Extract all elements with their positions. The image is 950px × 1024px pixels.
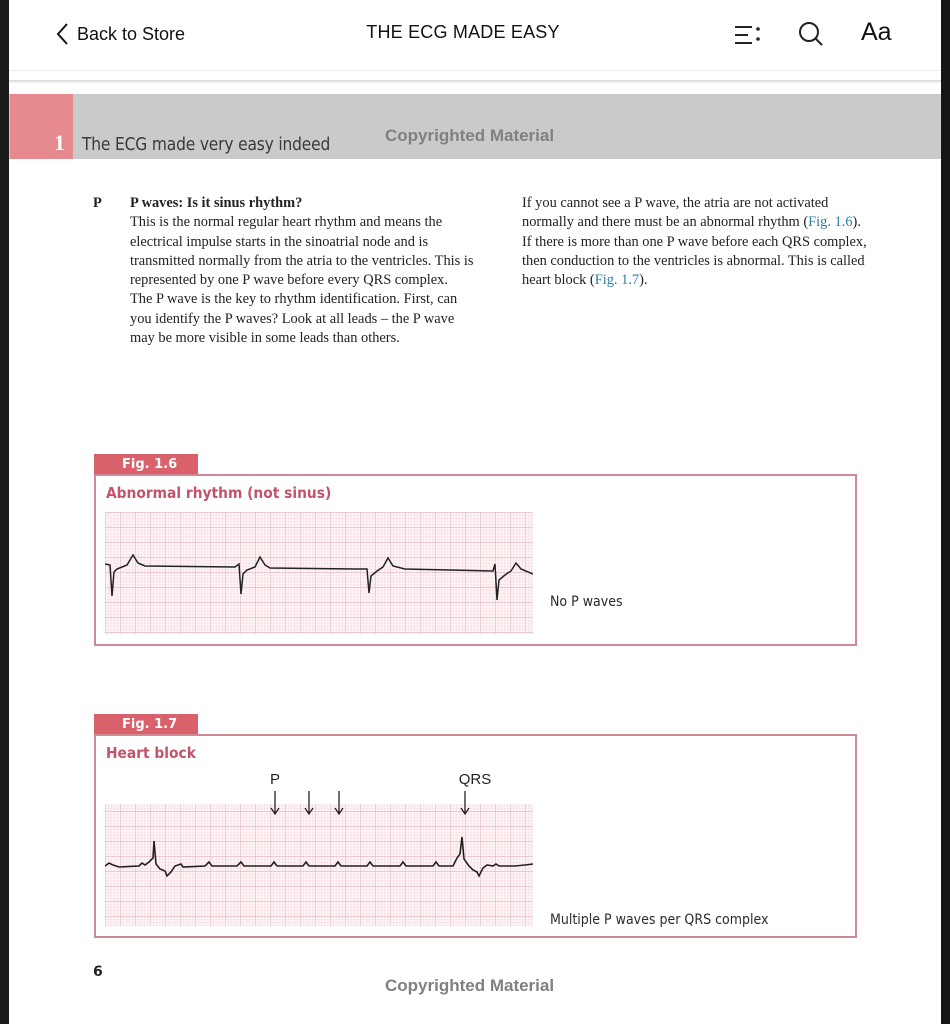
- ecg-strip-no-p-waves: [105, 512, 533, 634]
- figure-caption: No P waves: [550, 594, 623, 610]
- figure-1-7: [94, 714, 857, 940]
- text: ).: [852, 214, 861, 231]
- fig-1-6-link[interactable]: Fig. 1.6: [808, 214, 853, 231]
- background-window-edge: [941, 0, 950, 1024]
- toolbar-divider: [9, 80, 941, 83]
- figure-box: [94, 734, 857, 938]
- left-window-edge: [0, 0, 9, 1024]
- paragraph: [522, 194, 867, 233]
- text: If you cannot see a P wave, the atria are not activated normally and there must be an abnormal rhythm (: [522, 195, 829, 231]
- left-text-column: [130, 194, 475, 348]
- fig-1-7-link[interactable]: Fig. 1.7: [594, 272, 640, 289]
- figure-title: Heart block: [106, 744, 196, 762]
- figure-caption: Multiple P waves per QRS complex: [550, 912, 769, 928]
- qrs-annotation: QRS: [458, 771, 492, 788]
- paragraph: [522, 233, 867, 291]
- chapter-number: 1: [54, 130, 65, 155]
- figure-title: Abnormal rhythm (not sinus): [106, 484, 332, 502]
- back-to-store-label: Back to Store: [77, 23, 186, 44]
- copyright-watermark-top: Copyrighted Material: [385, 126, 555, 145]
- book-page: [9, 86, 941, 1024]
- text: If there is more than one P wave before each QRS complex, then conduction to the ventricles is abnormal. This is called heart block (: [522, 233, 867, 289]
- figure-tab: Fig. 1.6: [94, 454, 198, 475]
- figure-box: [94, 474, 857, 646]
- chapter-title: The ECG made very easy indeed: [82, 134, 331, 155]
- book-title: THE ECG MADE EASY: [366, 22, 560, 42]
- figure-tab: Fig. 1.7: [94, 714, 198, 735]
- paragraph: This is the normal regular heart rhythm and means the electrical impulse starts in the sinoatrial node and is transmitted normally from the atria to the ventricles. This is represented by one P wave before every QRS complex.: [130, 214, 474, 289]
- section-heading: P waves: Is it sinus rhythm?: [130, 195, 303, 211]
- copyright-watermark-bottom: Copyrighted Material: [385, 976, 555, 995]
- ebook-reader: [9, 0, 941, 1024]
- page-number: 6: [93, 964, 103, 980]
- chevron-left-icon: [55, 22, 69, 46]
- figure-1-6: [94, 454, 857, 648]
- text: ).: [639, 272, 648, 289]
- table-of-contents-icon: [734, 22, 762, 48]
- table-of-contents-button[interactable]: [734, 22, 762, 48]
- section-marker: P: [93, 195, 102, 211]
- paragraph: The P wave is the key to rhythm identification. First, can you identify the P waves? Look at all leads – the P wave may be more visible in some leads than others.: [130, 291, 458, 347]
- font-settings-button[interactable]: Aa: [861, 18, 892, 46]
- p-annotation: P: [269, 771, 281, 788]
- search-button[interactable]: [797, 20, 825, 48]
- reader-toolbar: [9, 0, 941, 71]
- back-to-store-button[interactable]: [55, 19, 185, 49]
- right-text-column: [522, 194, 867, 290]
- ecg-strip-heart-block: [105, 766, 533, 926]
- search-icon: [797, 20, 825, 48]
